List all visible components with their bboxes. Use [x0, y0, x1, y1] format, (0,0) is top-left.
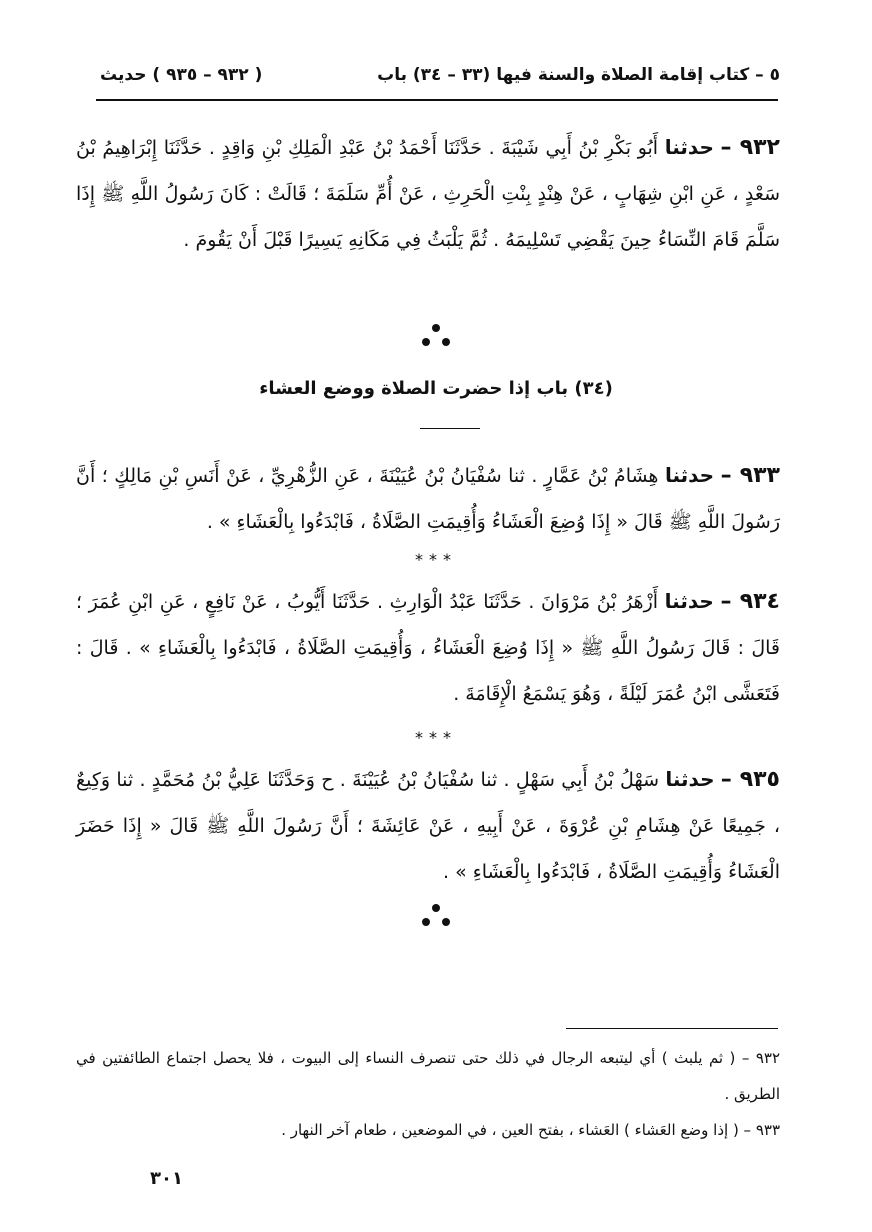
hadith-number: ٩٣٢ –: [720, 135, 780, 160]
hadith-932: [76, 124, 780, 263]
ornament-dots: [416, 902, 456, 932]
hadith-opener: حدثنا: [664, 135, 714, 159]
chapter-title: (٣٤) باب إذا حضرت الصلاة ووضع العشاء: [259, 378, 613, 399]
hadith-number: ٩٣٤ –: [720, 589, 780, 614]
separator-stars: ***: [415, 728, 457, 747]
hadith-number: ٩٣٣ –: [720, 463, 780, 488]
hadith-935: [76, 756, 780, 895]
header-hadith-range: ( ٩٣٢ – ٩٣٥ ) حديث: [100, 65, 263, 85]
hadith-number: ٩٣٥ –: [720, 767, 780, 792]
header-chapter: ٥ – كتاب إقامة الصلاة والسنة فيها (٣٣ – ٣٤) باب: [377, 65, 780, 85]
hadith-opener: حدثنا: [664, 589, 714, 613]
hadith-933: [76, 452, 780, 545]
chapter-rule: [420, 428, 480, 429]
hadith-opener: حدثنا: [664, 463, 715, 487]
hadith-text: هِشَامُ بْنُ عَمَّارٍ . ثنا سُفْيَانُ بْنُ عُيَيْنَةَ ، عَنِ الزُّهْرِيِّ ، عَنْ أَنَسِ بْنِ مَالِكٍ ؛ أَنَّ رَسُولَ اللَّهِ ﷺ قَالَ « إِذَا وُضِعَ الْعَشَاءُ وَأُقِيمَتِ الصَّلَاةُ ، فَابْدَءُوا بِالْعَشَاءِ » .: [76, 465, 780, 533]
ornament-dots: [416, 322, 456, 352]
hadith-text: أَزْهَرُ بْنُ مَرْوَانَ . حَدَّثَنَا عَبْدُ الْوَارِثِ . حَدَّثَنَا أَيُّوبُ ، عَنْ نَافِعٍ ، عَنِ ابْنِ عُمَرَ ؛ قَالَ : قَالَ رَسُولُ اللَّهِ ﷺ « إِذَا وُضِعَ الْعَشَاءُ ، وَأُقِيمَتِ الصَّلَاةُ ، فَابْدَءُوا بِالْعَشَاءِ » . قَالَ : فَتَعَشَّى ابْنُ عُمَرَ لَيْلَةً ، وَهُوَ يَسْمَعُ الْإِقَامَةَ .: [76, 591, 780, 705]
hadith-934: [76, 578, 780, 717]
footnote-933: ٩٣٣ – ( إذا وضع العَشاء ) العَشاء ، بفتح العين ، في الموضعين ، طعام آخر النهار .: [281, 1121, 780, 1139]
footnote-932: ٩٣٢ – ( ثم يلبث ) أي ليتبعه الرجال في ذلك حتى تنصرف النساء إلى البيوت ، فلا يحصل اجتماع الطائفتين في الطريق .: [76, 1049, 780, 1103]
page-number: ٣٠١: [150, 1168, 183, 1189]
hadith-text: أَبُو بَكْرِ بْنُ أَبِي شَيْبَةَ . حَدَّثَنَا أَحْمَدُ بْنُ عَبْدِ الْمَلِكِ بْنِ وَاقِدٍ . حَدَّثَنَا إِبْرَاهِيمُ بْنُ سَعْدٍ ، عَنِ ابْنِ شِهَابٍ ، عَنْ هِنْدٍ بِنْتِ الْحَرِثِ ، عَنْ أُمِّ سَلَمَةَ ؛ قَالَتْ : كَانَ رَسُولُ اللَّهِ ﷺ إِذَا سَلَّمَ قَامَ النِّسَاءُ حِينَ يَقْضِي تَسْلِيمَهُ . ثُمَّ يَلْبَثُ فِي مَكَانِهِ يَسِيرًا قَبْلَ أَنْ يَقُومَ .: [76, 137, 780, 251]
running-header: [100, 58, 780, 92]
hadith-text: سَهْلُ بْنُ أَبِي سَهْلٍ . ثنا سُفْيَانُ بْنُ عُيَيْنَةَ . ح وَحَدَّثَنَا عَلِيُّ بْنُ مُحَمَّدٍ . ثنا وَكِيعٌ ، جَمِيعًا عَنْ هِشَامِ بْنِ عُرْوَةَ ، عَنْ أَبِيهِ ، عَنْ عَائِشَةَ ؛ أَنَّ رَسُولَ اللَّهِ ﷺ قَالَ « إِذَا حَضَرَ الْعَشَاءُ وَأُقِيمَتِ الصَّلَاةُ ، فَابْدَءُوا بِالْعَشَاءِ » .: [76, 769, 780, 883]
footnote-rule: [566, 1028, 778, 1029]
separator-stars: ***: [415, 550, 457, 569]
hadith-opener: حدثنا: [665, 767, 715, 791]
header-rule: [96, 99, 778, 101]
